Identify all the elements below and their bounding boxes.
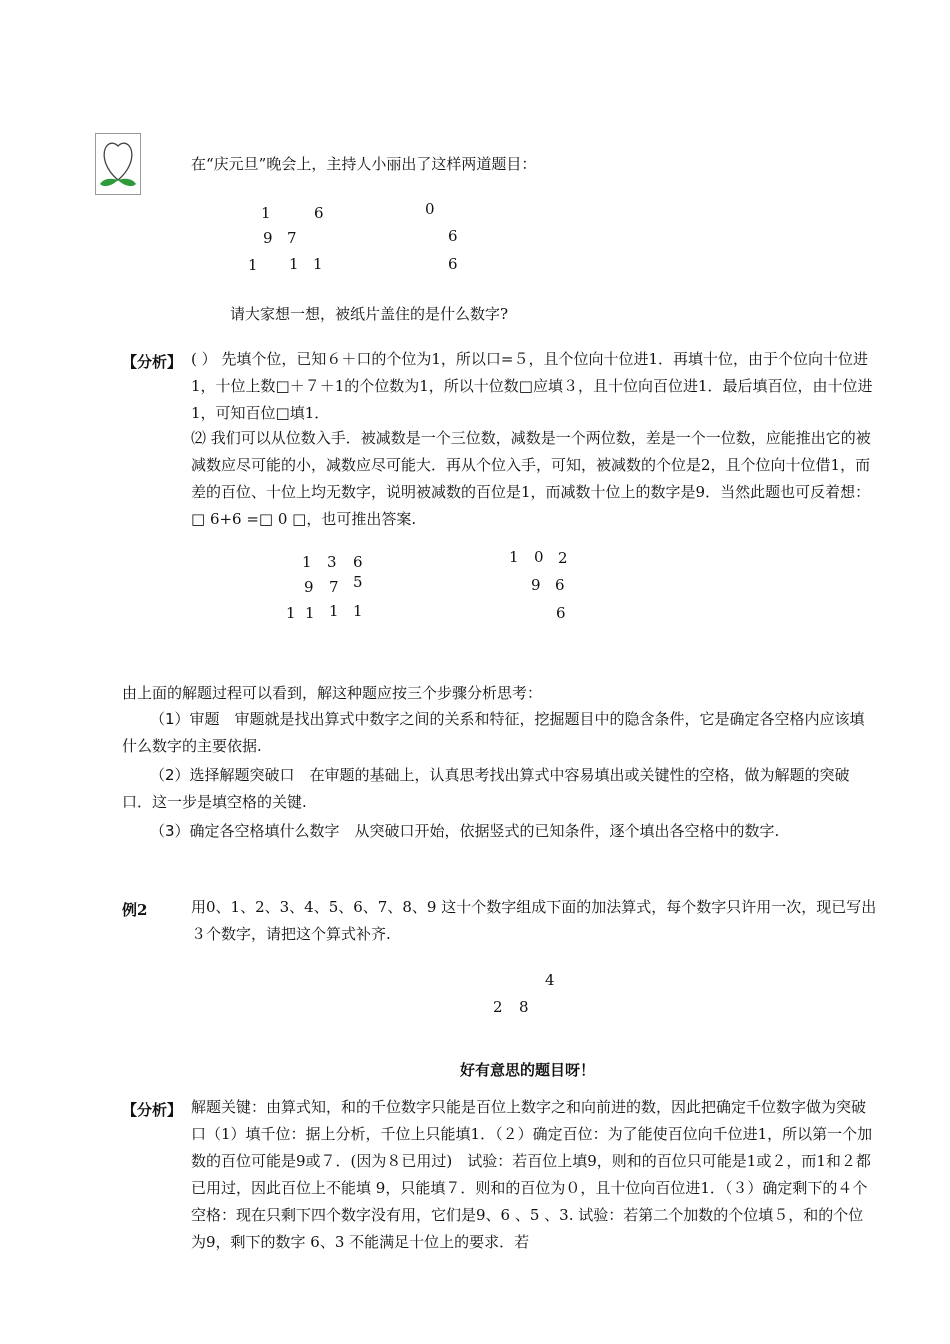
digit: 6 xyxy=(556,604,566,622)
peach-icon xyxy=(96,134,140,194)
intro-text: 在“庆元旦”晚会上，主持人小丽出了这样两道题目： xyxy=(191,155,537,173)
analysis-label: 【分析】 xyxy=(122,353,183,371)
digit: 1 xyxy=(313,255,323,273)
digit: 0 xyxy=(534,548,544,566)
digit: 1 xyxy=(302,553,312,571)
digit: 9 xyxy=(531,576,541,594)
analysis-2-text: 解题关键：由算式知，和的千位数字只能是百位上数字之和向前进的数，因此把确定千位数字做为突破口（1）填千位：据上分析，千位上只能填1．（２）确定百位：为了能使百位向千位进1，所以第一个加数的百位可能是9或７．(因为８已用过) 试验：若百位上填9，则和的百位只可能是1或２，而1和２都已用过，因此百位上不能填 9，只能填７．则和的百位为０，且十位向百位进1．（３）确定剩下的４个空格：现在只剩下四个数字没有用，它们是9、6 、5 、3. 试验：若第二个加数的个位填５，和的个位为9，剩下的数字 6、3 不能满足十位上的要求．若 xyxy=(191,1098,873,1251)
digit: 1 xyxy=(353,602,363,620)
digit: 1 xyxy=(305,604,315,622)
digit: 1 xyxy=(509,548,519,566)
digit: 9 xyxy=(304,578,314,596)
method-step-2: （2）选择解题突破口 在审题的基础上，认真思考找出算式中容易填出或关键性的空格，做为解题的突破口．这一步是填空格的关键. xyxy=(122,766,850,811)
digit: 7 xyxy=(287,229,297,247)
digit: 8 xyxy=(519,998,529,1016)
analysis-paragraph-2: ⑵ 我们可以从位数入手．被减数是一个三位数，减数是一个两位数，差是一个一位数，应能推出它的被减数应尽可能的小，减数应尽可能大．再从个位入手，可知，被减数的个位是2，且个位向十位借1，而差的百位、十位上均无数字，说明被减数的百位是1，而减数十位上的数字是9．当然此题也可反着想：□ 6+6 =□ 0 □，也可推出答案. xyxy=(191,429,871,528)
digit: 4 xyxy=(545,971,555,989)
digit: 5 xyxy=(353,573,363,591)
digit: 1 xyxy=(289,255,299,273)
digit: 6 xyxy=(555,576,565,594)
digit: 3 xyxy=(327,553,337,571)
question-text: 请大家想一想，被纸片盖住的是什么数字? xyxy=(230,305,509,323)
digit: 1 xyxy=(248,256,258,274)
digit: 6 xyxy=(314,204,324,222)
digit: 1 xyxy=(286,604,296,622)
method-intro: 由上面的解题过程可以看到，解这种题应按三个步骤分析思考： xyxy=(122,684,543,702)
digit: 6 xyxy=(448,255,458,273)
digit: 1 xyxy=(329,602,339,620)
digit: 6 xyxy=(353,553,363,571)
digit: 2 xyxy=(558,549,568,567)
digit: 6 xyxy=(448,227,458,245)
analysis-label-2: 【分析】 xyxy=(122,1101,183,1119)
method-step-3: （3）确定各空格填什么数字 从突破口开始，依据竖式的已知条件，逐个填出各空格中的数字. xyxy=(150,822,780,840)
method-step-1: （1）审题 审题就是找出算式中数字之间的关系和特征，挖掘题目中的隐含条件，它是确定各空格内应该填什么数字的主要依据. xyxy=(122,710,865,755)
digit: 2 xyxy=(493,998,503,1016)
digit: 0 xyxy=(425,200,435,218)
digit: 7 xyxy=(329,578,339,596)
example-label: 例2 xyxy=(122,901,148,919)
digit: 9 xyxy=(263,229,273,247)
peach-logo xyxy=(95,133,141,195)
example-text: 用0、1、2、3、4、5、6、7、8、9 这十个数字组成下面的加法算式，每个数字只许用一次，现已写出３个数字，请把这个算式补齐. xyxy=(191,898,877,943)
remark-text: 好有意思的题目呀！ xyxy=(460,1061,596,1079)
digit: 1 xyxy=(261,204,271,222)
analysis-paragraph-1: ( ） 先填个位，已知６＋口的个位为1，所以口=５，且个位向十位进1．再填十位，由于个位向十位进1，十位上数□＋７＋1的个位数为1，所以十位数□应填３，且十位向百位进1．最后填百位，由十位进1，可知百位□填1． xyxy=(191,350,873,422)
